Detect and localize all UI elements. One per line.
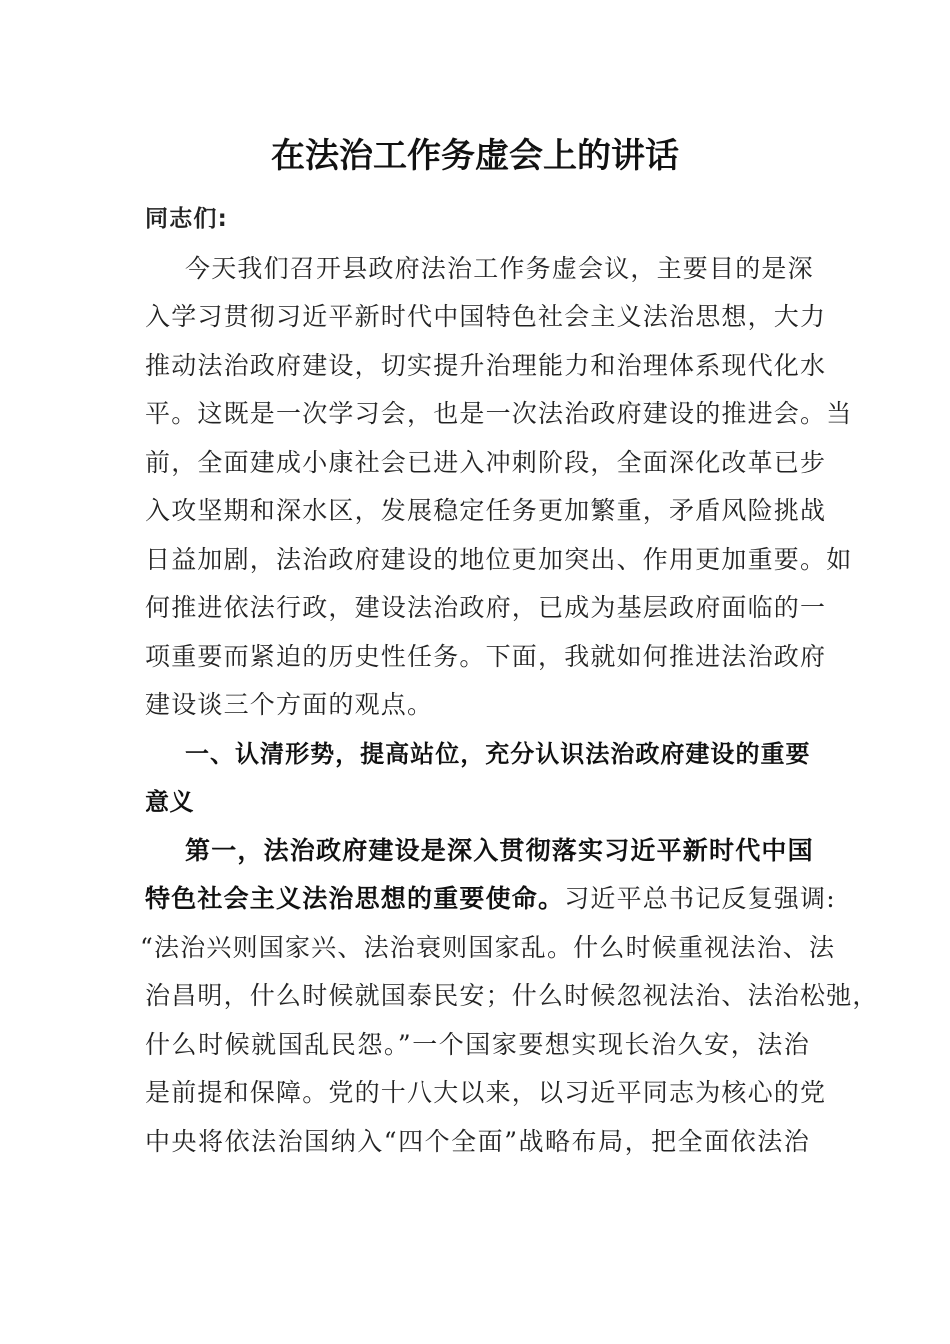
intro-line-4: 平。这既是一次学习会，也是一次法治政府建设的推进会。当 (145, 399, 853, 428)
intro-line-1: 今天我们召开县政府法治工作务虚会议，主要目的是深 (185, 254, 814, 283)
intro-line-8: 何推进依法行政，建设法治政府，已成为基层政府面临的一 (145, 593, 827, 622)
point1-line-2-rest: 习近平总书记反复强调: (564, 884, 836, 913)
point1-line-2 (145, 884, 836, 914)
intro-line-9: 项重要而紧迫的历史性任务。下面，我就如何推进法治政府 (145, 642, 827, 671)
document-title: 在法治工作务虚会上的讲话 (271, 136, 679, 176)
section-heading-line-1: 一、认清形势，提高站位，充分认识法治政府建设的重要 (185, 740, 810, 768)
point1-line-5: 什么时候就国乱民怨。”一个国家要想实现长治久安，法治 (145, 1030, 810, 1059)
intro-line-5: 前，全面建成小康社会已进入冲刺阶段，全面深化改革已步 (145, 448, 827, 477)
point1-line-4: 治昌明，什么时候就国泰民安；什么时候忽视法治、法治松弛， (145, 981, 879, 1010)
intro-line-6: 入攻坚期和深水区，发展稳定任务更加繁重，矛盾风险挑战 (145, 496, 827, 525)
point1-line-6: 是前提和保障。党的十八大以来，以习近平同志为核心的党 (145, 1078, 827, 1107)
intro-line-3: 推动法治政府建设，切实提升治理能力和治理体系现代化水 (145, 351, 827, 380)
point1-line-3: “法治兴则国家兴、法治衰则国家乱。什么时候重视法治、法 (140, 933, 836, 962)
section-heading-line-2: 意义 (145, 788, 194, 816)
intro-line-2: 入学习贯彻习近平新时代中国特色社会主义法治思想，大力 (145, 302, 827, 331)
intro-line-7: 日益加剧，法治政府建设的地位更加突出、作用更加重要。如 (145, 545, 853, 574)
salutation: 同志们: (145, 206, 228, 232)
point1-line-7: 中央将依法治国纳入“四个全面”战略布局，把全面依法治 (145, 1127, 810, 1156)
intro-line-10: 建设谈三个方面的观点。 (145, 690, 434, 719)
point1-bold-statement: 特色社会主义法治思想的重要使命。 (145, 884, 565, 913)
point1-bold-line-1: 第一，法治政府建设是深入贯彻落实习近平新时代中国 (185, 836, 814, 865)
